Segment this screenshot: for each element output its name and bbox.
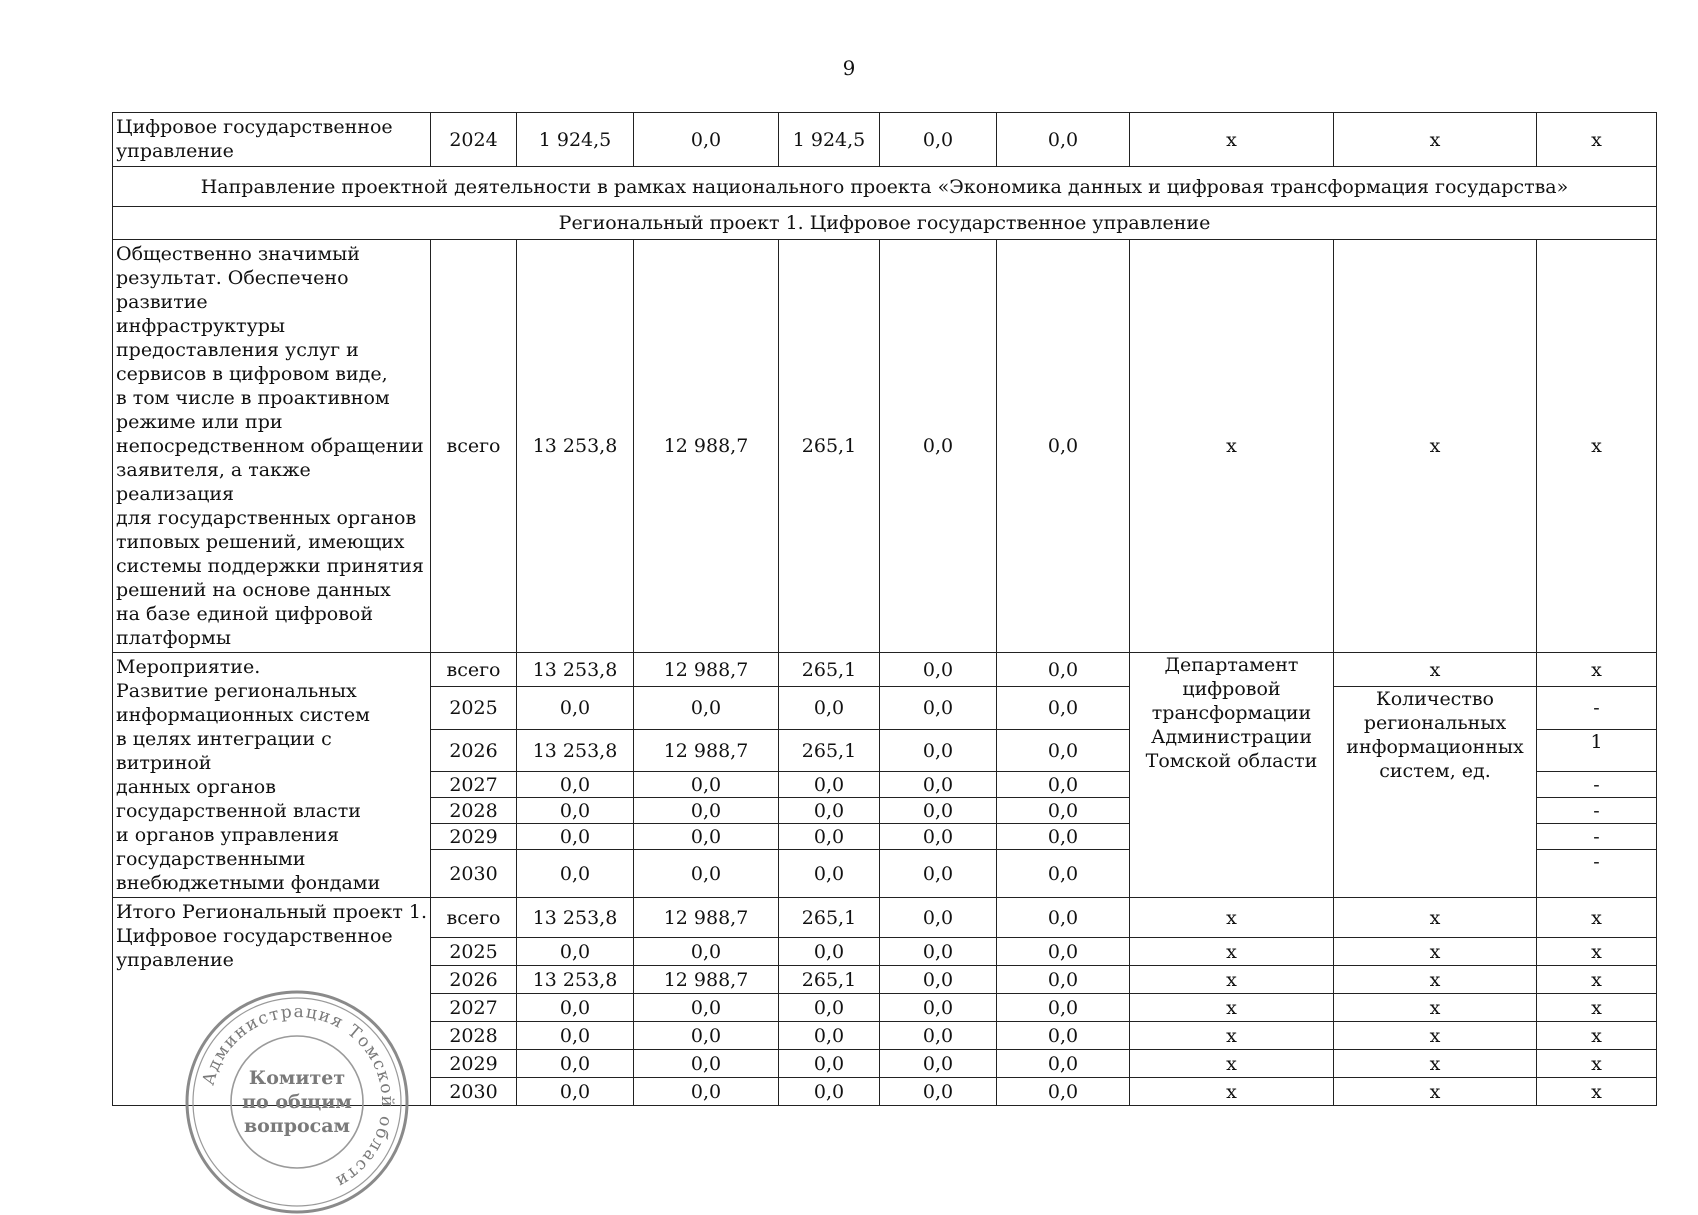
value-cell: 12 988,7 (634, 730, 779, 772)
value-cell: 265,1 (779, 653, 880, 687)
value-cell: 0,0 (997, 938, 1130, 966)
value-cell: 0,0 (634, 824, 779, 850)
indicator-value-cell: - (1537, 850, 1657, 898)
value-cell: 0,0 (997, 730, 1130, 772)
value-cell: 12 988,7 (634, 240, 779, 653)
indicator-value-cell: х (1537, 898, 1657, 938)
value-cell: 0,0 (997, 772, 1130, 798)
responsible-cell: х (1130, 1022, 1334, 1050)
value-cell: 0,0 (779, 1050, 880, 1078)
indicator-cell: х (1334, 1078, 1537, 1106)
value-cell: 0,0 (779, 850, 880, 898)
indicator-cell: х (1334, 1022, 1537, 1050)
value-cell: 12 988,7 (634, 898, 779, 938)
value-cell: 0,0 (634, 1078, 779, 1106)
value-cell: 0,0 (880, 113, 997, 167)
value-cell: 0,0 (880, 240, 997, 653)
value-cell: 0,0 (779, 994, 880, 1022)
value-cell: 0,0 (634, 850, 779, 898)
banner-direction: Направление проектной деятельности в рамках национального проекта «Экономика данных и цифровая трансформация государства» (113, 167, 1657, 207)
value-cell: 0,0 (517, 1078, 634, 1106)
year-cell: 2029 (431, 1050, 517, 1078)
indicator-value-cell: х (1537, 653, 1657, 687)
indicator-value-cell: х (1537, 1022, 1657, 1050)
value-cell: 265,1 (779, 730, 880, 772)
value-cell: 0,0 (517, 687, 634, 730)
value-cell: 0,0 (634, 113, 779, 167)
table-row-event (113, 653, 1657, 687)
indicator-cell: х (1334, 1050, 1537, 1078)
value-cell: 0,0 (997, 994, 1130, 1022)
year-cell: 2024 (431, 113, 517, 167)
indicator-cell: х (1334, 938, 1537, 966)
value-cell: 0,0 (997, 898, 1130, 938)
value-cell: 1 924,5 (517, 113, 634, 167)
value-cell: 0,0 (517, 772, 634, 798)
value-cell: 0,0 (779, 938, 880, 966)
value-cell: 0,0 (880, 1050, 997, 1078)
value-cell: 0,0 (880, 994, 997, 1022)
value-cell: 0,0 (880, 1022, 997, 1050)
value-cell: 13 253,8 (517, 966, 634, 994)
value-cell: 0,0 (634, 772, 779, 798)
banner-direction-row (113, 167, 1657, 207)
value-cell: 0,0 (517, 1022, 634, 1050)
indicator-cell: х (1334, 240, 1537, 653)
indicator-value-cell: х (1537, 1078, 1657, 1106)
value-cell: 0,0 (634, 994, 779, 1022)
value-cell: 13 253,8 (517, 653, 634, 687)
responsible-cell: х (1130, 966, 1334, 994)
value-cell: 0,0 (517, 1050, 634, 1078)
value-cell: 0,0 (880, 824, 997, 850)
indicator-value-cell: х (1537, 938, 1657, 966)
value-cell: 0,0 (779, 824, 880, 850)
value-cell: 0,0 (634, 938, 779, 966)
value-cell: 0,0 (997, 1078, 1130, 1106)
year-cell: 2025 (431, 687, 517, 730)
year-cell: 2028 (431, 798, 517, 824)
value-cell: 12 988,7 (634, 966, 779, 994)
value-cell: 12 988,7 (634, 653, 779, 687)
value-cell: 0,0 (997, 1050, 1130, 1078)
responsible-cell: х (1130, 240, 1334, 653)
year-cell: 2026 (431, 730, 517, 772)
indicator-cell: х (1334, 966, 1537, 994)
responsible-department: Департамент цифровой трансформации Администрации Томской области (1130, 653, 1334, 898)
indicator-value-cell: х (1537, 1050, 1657, 1078)
value-cell: 0,0 (880, 653, 997, 687)
result-label: Общественно значимый результат. Обеспечено развитие инфраструктуры предоставления услуг и сервисов в цифровом виде, в том числе в проактивном режиме или при непосредственном обращении заявителя, а также реализация для государственных органов типовых решений, имеющих системы поддержки принятия решений на основе данных на базе единой цифровой платформы (113, 240, 431, 653)
value-cell: 265,1 (779, 966, 880, 994)
responsible-cell: х (1130, 994, 1334, 1022)
year-cell: 2027 (431, 772, 517, 798)
value-cell: 0,0 (997, 687, 1130, 730)
total-label: Итого Региональный проект 1. Цифровое государственное управление (113, 898, 431, 1106)
year-cell: 2027 (431, 994, 517, 1022)
indicator-cell: х (1334, 113, 1537, 167)
year-cell: 2030 (431, 850, 517, 898)
indicator-value-cell: х (1537, 966, 1657, 994)
table-row-result (113, 240, 1657, 653)
responsible-cell: х (1130, 113, 1334, 167)
responsible-cell: х (1130, 898, 1334, 938)
event-label: Мероприятие. Развитие региональных информационных систем в целях интеграции с витриной данных органов государственной власти и органов управления государственными внебюджетными фондами (113, 653, 431, 898)
value-cell: 0,0 (634, 798, 779, 824)
indicator-value-cell: - (1537, 824, 1657, 850)
page-number: 9 (842, 56, 856, 80)
value-cell: 0,0 (517, 850, 634, 898)
value-cell: 265,1 (779, 240, 880, 653)
value-cell: 0,0 (634, 1050, 779, 1078)
value-cell: 0,0 (997, 824, 1130, 850)
indicator-value-cell: - (1537, 687, 1657, 730)
banner-project: Региональный проект 1. Цифровое государственное управление (113, 207, 1657, 240)
value-cell: 0,0 (880, 687, 997, 730)
value-cell: 0,0 (779, 687, 880, 730)
value-cell: 0,0 (517, 938, 634, 966)
value-cell: 13 253,8 (517, 240, 634, 653)
value-cell: 0,0 (880, 798, 997, 824)
stamp-line-3: вопросам (243, 1115, 351, 1137)
indicator-value-cell: х (1537, 240, 1657, 653)
value-cell: 0,0 (997, 798, 1130, 824)
value-cell: 0,0 (880, 966, 997, 994)
value-cell: 13 253,8 (517, 898, 634, 938)
year-cell: 2028 (431, 1022, 517, 1050)
value-cell: 0,0 (779, 772, 880, 798)
table-row-total (113, 898, 1657, 938)
indicator-value-cell: х (1537, 113, 1657, 167)
stamp-ring-text: Администрация Томской области (198, 1001, 398, 1193)
indicator-cell: х (1334, 898, 1537, 938)
year-cell: 2026 (431, 966, 517, 994)
value-cell: 13 253,8 (517, 730, 634, 772)
value-cell: 265,1 (779, 898, 880, 938)
value-cell: 0,0 (880, 1078, 997, 1106)
value-cell: 0,0 (779, 798, 880, 824)
value-cell: 0,0 (880, 898, 997, 938)
stamp-line-1: Комитет (248, 1067, 346, 1089)
value-cell: 0,0 (634, 687, 779, 730)
value-cell: 0,0 (997, 850, 1130, 898)
stamp-line-2: по общим (242, 1091, 352, 1113)
indicator-value-cell: - (1537, 798, 1657, 824)
indicator-cell: х (1334, 994, 1537, 1022)
value-cell: 0,0 (880, 938, 997, 966)
responsible-cell: х (1130, 938, 1334, 966)
year-cell: 2025 (431, 938, 517, 966)
banner-project-row (113, 207, 1657, 240)
value-cell: 0,0 (517, 798, 634, 824)
indicator-value-cell: - (1537, 772, 1657, 798)
value-cell: 0,0 (634, 1022, 779, 1050)
value-cell: 0,0 (880, 850, 997, 898)
budget-table (112, 112, 1657, 1106)
value-cell: 0,0 (779, 1078, 880, 1106)
year-cell: 2029 (431, 824, 517, 850)
value-cell: 0,0 (997, 966, 1130, 994)
value-cell: 0,0 (997, 113, 1130, 167)
value-cell: 0,0 (997, 240, 1130, 653)
value-cell: 0,0 (997, 653, 1130, 687)
responsible-cell: х (1130, 1050, 1334, 1078)
value-cell: 1 924,5 (779, 113, 880, 167)
indicator-value-cell: 1 (1537, 730, 1657, 772)
value-cell: 0,0 (880, 730, 997, 772)
responsible-cell: х (1130, 1078, 1334, 1106)
row-label: Цифровое государственное управление (113, 113, 431, 167)
table-row-digital-governance-2024 (113, 113, 1657, 167)
value-cell: 0,0 (517, 824, 634, 850)
official-stamp (182, 990, 412, 1215)
year-cell: всего (431, 898, 517, 938)
indicator-value-cell: х (1537, 994, 1657, 1022)
year-cell: 2030 (431, 1078, 517, 1106)
year-cell: всего (431, 653, 517, 687)
value-cell: 0,0 (779, 1022, 880, 1050)
indicator-name: Количество региональных информационных систем, ед. (1334, 687, 1537, 898)
year-cell: всего (431, 240, 517, 653)
value-cell: 0,0 (997, 1022, 1130, 1050)
value-cell: 0,0 (880, 772, 997, 798)
indicator-cell: х (1334, 653, 1537, 687)
value-cell: 0,0 (517, 994, 634, 1022)
